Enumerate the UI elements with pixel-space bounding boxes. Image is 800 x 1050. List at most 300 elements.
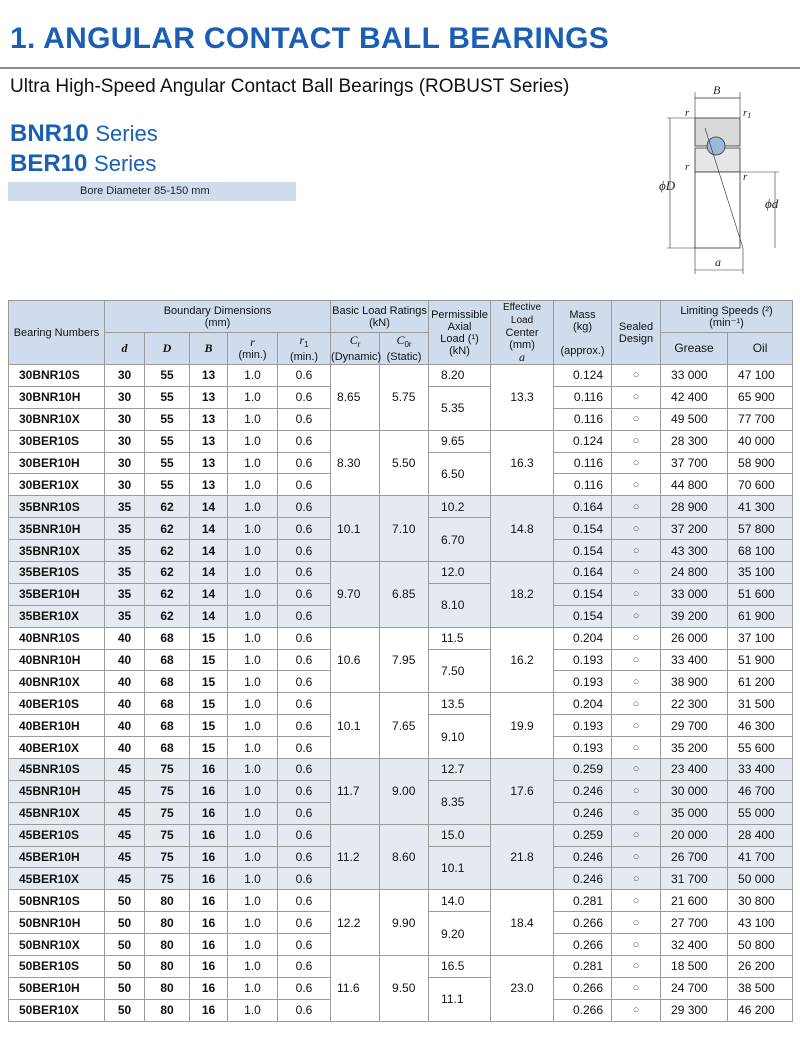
cell-sealed-design: ○	[612, 671, 661, 693]
cell-speed-oil: 61 900	[728, 605, 793, 627]
series-code: BNR10	[10, 120, 89, 147]
cell-outer-d: 55	[145, 408, 190, 430]
cell-effective-center: 19.9	[491, 693, 554, 759]
cell-effective-center: 17.6	[491, 759, 554, 825]
cell-r-min: 1.0	[228, 934, 278, 956]
cell-width-b: 16	[190, 846, 228, 868]
cell-mass: 0.193	[554, 715, 612, 737]
cell-mass: 0.164	[554, 496, 612, 518]
cell-outer-d: 68	[145, 715, 190, 737]
cell-bearing-number: 30BER10X	[9, 474, 105, 496]
cell-sealed-design: ○	[612, 802, 661, 824]
cell-r-min: 1.0	[228, 824, 278, 846]
cell-r-min: 1.0	[228, 649, 278, 671]
cell-sealed-design: ○	[612, 737, 661, 759]
table-body	[9, 365, 793, 1022]
cell-speed-grease: 37 200	[661, 518, 728, 540]
cell-r1-min: 0.6	[278, 452, 331, 474]
cell-c0r-static: 9.50	[380, 956, 429, 1022]
cell-r-min: 1.0	[228, 912, 278, 934]
cell-speed-oil: 50 800	[728, 934, 793, 956]
cell-mass: 0.116	[554, 386, 612, 408]
cell-mass: 0.154	[554, 518, 612, 540]
cell-sealed-design: ○	[612, 999, 661, 1021]
cell-outer-d: 80	[145, 934, 190, 956]
label-r-top: r	[685, 107, 690, 119]
cell-outer-d: 62	[145, 518, 190, 540]
cell-speed-grease: 26 000	[661, 627, 728, 649]
cell-outer-d: 62	[145, 540, 190, 562]
cell-sealed-design: ○	[612, 386, 661, 408]
cell-sealed-design: ○	[612, 890, 661, 912]
cell-axial-load: 8.10	[429, 583, 491, 627]
cell-cr-dynamic: 8.30	[331, 430, 380, 496]
cell-sealed-design: ○	[612, 430, 661, 452]
cell-width-b: 16	[190, 780, 228, 802]
col-permissible-axial-load: Permissible Axial Load (¹) (kN)	[429, 301, 491, 365]
ball-element	[707, 137, 725, 155]
table-row	[9, 956, 793, 978]
cell-c0r-static: 7.65	[380, 693, 429, 759]
cell-bearing-number: 40BNR10H	[9, 649, 105, 671]
cell-speed-grease: 43 300	[661, 540, 728, 562]
col-mass: Mass (kg) (approx.)	[554, 301, 612, 365]
cell-outer-d: 75	[145, 802, 190, 824]
series-heading-ber10	[10, 150, 156, 178]
cell-bore-d: 35	[105, 562, 145, 584]
cell-r-min: 1.0	[228, 386, 278, 408]
cell-speed-grease: 37 700	[661, 452, 728, 474]
cell-width-b: 15	[190, 649, 228, 671]
cell-r1-min: 0.6	[278, 912, 331, 934]
cell-sealed-design: ○	[612, 627, 661, 649]
cell-r-min: 1.0	[228, 693, 278, 715]
cell-r1-min: 0.6	[278, 518, 331, 540]
cell-r-min: 1.0	[228, 868, 278, 890]
cell-axial-load: 12.7	[429, 759, 491, 781]
cell-speed-grease: 21 600	[661, 890, 728, 912]
cell-outer-d: 68	[145, 671, 190, 693]
label-bore-diameter: ϕd	[765, 196, 779, 211]
cell-bore-d: 45	[105, 780, 145, 802]
cell-r1-min: 0.6	[278, 824, 331, 846]
cell-axial-load: 11.5	[429, 627, 491, 649]
col-od: D	[145, 333, 190, 365]
cell-speed-grease: 33 000	[661, 365, 728, 387]
cell-width-b: 16	[190, 802, 228, 824]
cell-speed-grease: 18 500	[661, 956, 728, 978]
cell-c0r-static: 7.10	[380, 496, 429, 562]
cell-bearing-number: 35BER10S	[9, 562, 105, 584]
label-r-right: r	[743, 171, 748, 183]
cell-outer-d: 80	[145, 912, 190, 934]
cell-outer-d: 75	[145, 824, 190, 846]
cell-width-b: 16	[190, 890, 228, 912]
cell-sealed-design: ○	[612, 518, 661, 540]
cell-speed-oil: 58 900	[728, 452, 793, 474]
cell-speed-oil: 30 800	[728, 890, 793, 912]
cell-speed-grease: 27 700	[661, 912, 728, 934]
cell-r1-min: 0.6	[278, 408, 331, 430]
label-b: B	[713, 83, 721, 97]
series-word: Series	[95, 121, 158, 146]
cell-outer-d: 62	[145, 562, 190, 584]
table-row	[9, 693, 793, 715]
cell-speed-grease: 30 000	[661, 780, 728, 802]
cell-effective-center: 23.0	[491, 956, 554, 1022]
cell-bore-d: 50	[105, 934, 145, 956]
cell-sealed-design: ○	[612, 693, 661, 715]
cell-outer-d: 80	[145, 890, 190, 912]
cell-r-min: 1.0	[228, 759, 278, 781]
cell-outer-d: 80	[145, 977, 190, 999]
col-boundary-dimensions: Boundary Dimensions (mm)	[105, 301, 331, 333]
cell-r1-min: 0.6	[278, 999, 331, 1021]
cell-speed-grease: 29 700	[661, 715, 728, 737]
cell-effective-center: 13.3	[491, 365, 554, 431]
cell-outer-d: 75	[145, 846, 190, 868]
cell-speed-grease: 38 900	[661, 671, 728, 693]
cell-speed-grease: 32 400	[661, 934, 728, 956]
cell-axial-load: 11.1	[429, 977, 491, 1021]
cell-cr-dynamic: 11.6	[331, 956, 380, 1022]
cell-bearing-number: 35BER10X	[9, 605, 105, 627]
col-d: d	[105, 333, 145, 365]
cell-mass: 0.246	[554, 802, 612, 824]
cell-width-b: 16	[190, 759, 228, 781]
cell-speed-oil: 77 700	[728, 408, 793, 430]
cell-speed-grease: 35 000	[661, 802, 728, 824]
cell-mass: 0.154	[554, 540, 612, 562]
cell-r-min: 1.0	[228, 583, 278, 605]
col-r1: $r_1$ (min.)	[278, 333, 331, 365]
cell-speed-oil: 55 000	[728, 802, 793, 824]
cell-speed-oil: 40 000	[728, 430, 793, 452]
cell-width-b: 14	[190, 540, 228, 562]
cell-speed-grease: 24 800	[661, 562, 728, 584]
page-subtitle: Ultra High-Speed Angular Contact Ball Bearings (ROBUST Series)	[10, 76, 570, 97]
cell-mass: 0.193	[554, 737, 612, 759]
bearing-cross-section-diagram	[655, 80, 800, 280]
table-row	[9, 562, 793, 584]
cell-sealed-design: ○	[612, 934, 661, 956]
cell-mass: 0.266	[554, 912, 612, 934]
table-row	[9, 627, 793, 649]
cell-bearing-number: 50BER10S	[9, 956, 105, 978]
cell-r1-min: 0.6	[278, 780, 331, 802]
cell-speed-oil: 51 900	[728, 649, 793, 671]
cell-mass: 0.124	[554, 365, 612, 387]
cell-width-b: 15	[190, 627, 228, 649]
col-width: B	[190, 333, 228, 365]
cell-bore-d: 50	[105, 890, 145, 912]
cell-mass: 0.164	[554, 562, 612, 584]
cell-bearing-number: 45BER10X	[9, 868, 105, 890]
label-r-mid: r	[685, 161, 690, 173]
bore-diameter-band: Bore Diameter 85-150 mm	[8, 182, 296, 201]
series-word: Series	[94, 151, 157, 176]
cell-speed-oil: 46 200	[728, 999, 793, 1021]
cell-bearing-number: 30BNR10X	[9, 408, 105, 430]
cell-bore-d: 35	[105, 583, 145, 605]
cell-c0r-static: 9.00	[380, 759, 429, 825]
cell-bore-d: 30	[105, 474, 145, 496]
cell-speed-oil: 50 000	[728, 868, 793, 890]
cell-bearing-number: 35BNR10S	[9, 496, 105, 518]
cell-speed-oil: 68 100	[728, 540, 793, 562]
cell-speed-oil: 46 300	[728, 715, 793, 737]
cell-bearing-number: 50BNR10H	[9, 912, 105, 934]
cell-bore-d: 40	[105, 671, 145, 693]
cell-bearing-number: 45BNR10H	[9, 780, 105, 802]
cell-bore-d: 45	[105, 802, 145, 824]
cell-sealed-design: ○	[612, 365, 661, 387]
cell-bearing-number: 30BNR10H	[9, 386, 105, 408]
cell-bore-d: 40	[105, 715, 145, 737]
series-code: BER10	[10, 150, 88, 177]
cell-bearing-number: 30BNR10S	[9, 365, 105, 387]
cell-outer-d: 68	[145, 627, 190, 649]
col-limiting-speeds: Limiting Speeds (²) (min⁻¹)	[661, 301, 793, 333]
cell-r1-min: 0.6	[278, 496, 331, 518]
cell-bearing-number: 40BER10X	[9, 737, 105, 759]
cell-width-b: 16	[190, 824, 228, 846]
cell-speed-oil: 35 100	[728, 562, 793, 584]
cell-bore-d: 40	[105, 649, 145, 671]
cell-effective-center: 16.2	[491, 627, 554, 693]
cell-r-min: 1.0	[228, 977, 278, 999]
cell-speed-oil: 57 800	[728, 518, 793, 540]
cell-r1-min: 0.6	[278, 430, 331, 452]
cell-width-b: 16	[190, 956, 228, 978]
cell-r-min: 1.0	[228, 452, 278, 474]
cell-width-b: 15	[190, 693, 228, 715]
cell-sealed-design: ○	[612, 474, 661, 496]
cell-speed-grease: 44 800	[661, 474, 728, 496]
cell-speed-grease: 28 900	[661, 496, 728, 518]
cell-bearing-number: 45BNR10X	[9, 802, 105, 824]
table-row	[9, 365, 793, 387]
cell-speed-grease: 39 200	[661, 605, 728, 627]
cell-effective-center: 16.3	[491, 430, 554, 496]
cell-sealed-design: ○	[612, 562, 661, 584]
cell-r1-min: 0.6	[278, 934, 331, 956]
cell-r1-min: 0.6	[278, 868, 331, 890]
cell-mass: 0.266	[554, 999, 612, 1021]
cell-mass: 0.193	[554, 671, 612, 693]
cell-mass: 0.246	[554, 846, 612, 868]
col-bearing-numbers: Bearing Numbers	[9, 301, 105, 365]
cell-width-b: 14	[190, 605, 228, 627]
cell-speed-oil: 61 200	[728, 671, 793, 693]
cell-bore-d: 45	[105, 868, 145, 890]
cell-bore-d: 35	[105, 540, 145, 562]
cell-r1-min: 0.6	[278, 737, 331, 759]
cell-outer-d: 80	[145, 956, 190, 978]
cell-bearing-number: 30BER10H	[9, 452, 105, 474]
cell-cr-dynamic: 10.6	[331, 627, 380, 693]
cell-bearing-number: 35BNR10X	[9, 540, 105, 562]
cell-bore-d: 40	[105, 737, 145, 759]
cell-axial-load: 10.1	[429, 846, 491, 890]
cell-speed-oil: 70 600	[728, 474, 793, 496]
cell-width-b: 16	[190, 999, 228, 1021]
cell-outer-d: 62	[145, 496, 190, 518]
cell-mass: 0.246	[554, 868, 612, 890]
cell-cr-dynamic: 11.2	[331, 824, 380, 890]
cell-r1-min: 0.6	[278, 627, 331, 649]
cell-speed-grease: 22 300	[661, 693, 728, 715]
cell-r-min: 1.0	[228, 671, 278, 693]
col-cr-dynamic: $C_r$ (Dynamic)	[331, 332, 382, 364]
cell-c0r-static: 5.75	[380, 365, 429, 431]
cell-mass: 0.116	[554, 452, 612, 474]
cell-speed-grease: 33 000	[661, 583, 728, 605]
cell-r-min: 1.0	[228, 605, 278, 627]
cell-axial-load: 10.2	[429, 496, 491, 518]
cell-c0r-static: 9.90	[380, 890, 429, 956]
cell-axial-load: 16.5	[429, 956, 491, 978]
cell-speed-oil: 65 900	[728, 386, 793, 408]
cell-r-min: 1.0	[228, 562, 278, 584]
cell-bore-d: 45	[105, 846, 145, 868]
cell-r1-min: 0.6	[278, 386, 331, 408]
cell-speed-oil: 43 100	[728, 912, 793, 934]
cell-bearing-number: 45BER10S	[9, 824, 105, 846]
cell-r1-min: 0.6	[278, 956, 331, 978]
cell-axial-load: 15.0	[429, 824, 491, 846]
cell-speed-grease: 42 400	[661, 386, 728, 408]
cell-speed-grease: 29 300	[661, 999, 728, 1021]
cell-sealed-design: ○	[612, 956, 661, 978]
cell-width-b: 14	[190, 518, 228, 540]
cell-axial-load: 6.70	[429, 518, 491, 562]
cell-r1-min: 0.6	[278, 540, 331, 562]
col-basic-load-ratings: Basic Load Ratings (kN)	[331, 301, 429, 333]
cell-bearing-number: 45BER10H	[9, 846, 105, 868]
label-r1	[743, 107, 751, 120]
cell-width-b: 14	[190, 562, 228, 584]
cell-width-b: 13	[190, 452, 228, 474]
cell-outer-d: 55	[145, 452, 190, 474]
cell-mass: 0.116	[554, 408, 612, 430]
cell-cr-dynamic: 10.1	[331, 693, 380, 759]
cell-r-min: 1.0	[228, 627, 278, 649]
cell-mass: 0.246	[554, 780, 612, 802]
cell-mass: 0.204	[554, 627, 612, 649]
cell-effective-center: 18.4	[491, 890, 554, 956]
cell-axial-load: 9.20	[429, 912, 491, 956]
cell-axial-load: 8.35	[429, 780, 491, 824]
cell-bore-d: 40	[105, 693, 145, 715]
cell-outer-d: 62	[145, 583, 190, 605]
cell-axial-load: 9.10	[429, 715, 491, 759]
col-c0r-static: $C_{0r}$ (Static)	[380, 333, 429, 365]
cell-bearing-number: 40BNR10S	[9, 627, 105, 649]
cell-width-b: 16	[190, 868, 228, 890]
cell-width-b: 13	[190, 386, 228, 408]
cell-speed-grease: 35 200	[661, 737, 728, 759]
cell-sealed-design: ○	[612, 715, 661, 737]
cell-bearing-number: 40BER10H	[9, 715, 105, 737]
cell-cr-dynamic: 11.7	[331, 759, 380, 825]
cell-sealed-design: ○	[612, 540, 661, 562]
cell-speed-grease: 31 700	[661, 868, 728, 890]
cell-outer-d: 55	[145, 365, 190, 387]
cell-speed-oil: 51 600	[728, 583, 793, 605]
label-outer-diameter: ϕD	[659, 178, 676, 193]
cell-bearing-number: 50BNR10X	[9, 934, 105, 956]
cell-speed-oil: 37 100	[728, 627, 793, 649]
cell-sealed-design: ○	[612, 868, 661, 890]
cell-bore-d: 45	[105, 759, 145, 781]
cell-r1-min: 0.6	[278, 365, 331, 387]
cell-r-min: 1.0	[228, 540, 278, 562]
cell-r-min: 1.0	[228, 518, 278, 540]
cell-outer-d: 55	[145, 386, 190, 408]
cell-outer-d: 75	[145, 868, 190, 890]
cell-speed-oil: 46 700	[728, 780, 793, 802]
cell-r1-min: 0.6	[278, 890, 331, 912]
cell-width-b: 13	[190, 474, 228, 496]
cell-sealed-design: ○	[612, 408, 661, 430]
cell-r1-min: 0.6	[278, 583, 331, 605]
cell-speed-grease: 20 000	[661, 824, 728, 846]
cell-bore-d: 35	[105, 496, 145, 518]
cell-axial-load: 12.0	[429, 562, 491, 584]
table-row	[9, 824, 793, 846]
cell-r-min: 1.0	[228, 430, 278, 452]
cell-bore-d: 50	[105, 956, 145, 978]
cell-bearing-number: 50BNR10S	[9, 890, 105, 912]
cell-speed-grease: 33 400	[661, 649, 728, 671]
table-header	[9, 301, 793, 365]
cell-r-min: 1.0	[228, 999, 278, 1021]
bearing-body-outline	[695, 172, 740, 248]
cell-speed-grease: 49 500	[661, 408, 728, 430]
cell-outer-d: 68	[145, 737, 190, 759]
col-oil: Oil	[728, 333, 793, 365]
cell-bore-d: 35	[105, 605, 145, 627]
cell-outer-d: 62	[145, 605, 190, 627]
cell-width-b: 15	[190, 671, 228, 693]
col-grease: Grease	[661, 333, 728, 365]
cell-sealed-design: ○	[612, 759, 661, 781]
table-row	[9, 430, 793, 452]
cell-sealed-design: ○	[612, 649, 661, 671]
cell-r-min: 1.0	[228, 474, 278, 496]
cell-cr-dynamic: 8.65	[331, 365, 380, 431]
cell-bore-d: 30	[105, 452, 145, 474]
cell-bearing-number: 35BNR10H	[9, 518, 105, 540]
cell-speed-oil: 47 100	[728, 365, 793, 387]
cell-cr-dynamic: 9.70	[331, 562, 380, 628]
cell-bore-d: 30	[105, 408, 145, 430]
cell-bore-d: 30	[105, 386, 145, 408]
cell-r-min: 1.0	[228, 956, 278, 978]
cell-r-min: 1.0	[228, 890, 278, 912]
cell-axial-load: 5.35	[429, 386, 491, 430]
cell-axial-load: 8.20	[429, 365, 491, 387]
series-heading-bnr10	[10, 120, 158, 148]
cell-mass: 0.154	[554, 583, 612, 605]
cell-c0r-static: 5.50	[380, 430, 429, 496]
cell-bore-d: 45	[105, 824, 145, 846]
cell-mass: 0.204	[554, 693, 612, 715]
cell-axial-load: 14.0	[429, 890, 491, 912]
cell-effective-center: 21.8	[491, 824, 554, 890]
cell-speed-oil: 26 200	[728, 956, 793, 978]
